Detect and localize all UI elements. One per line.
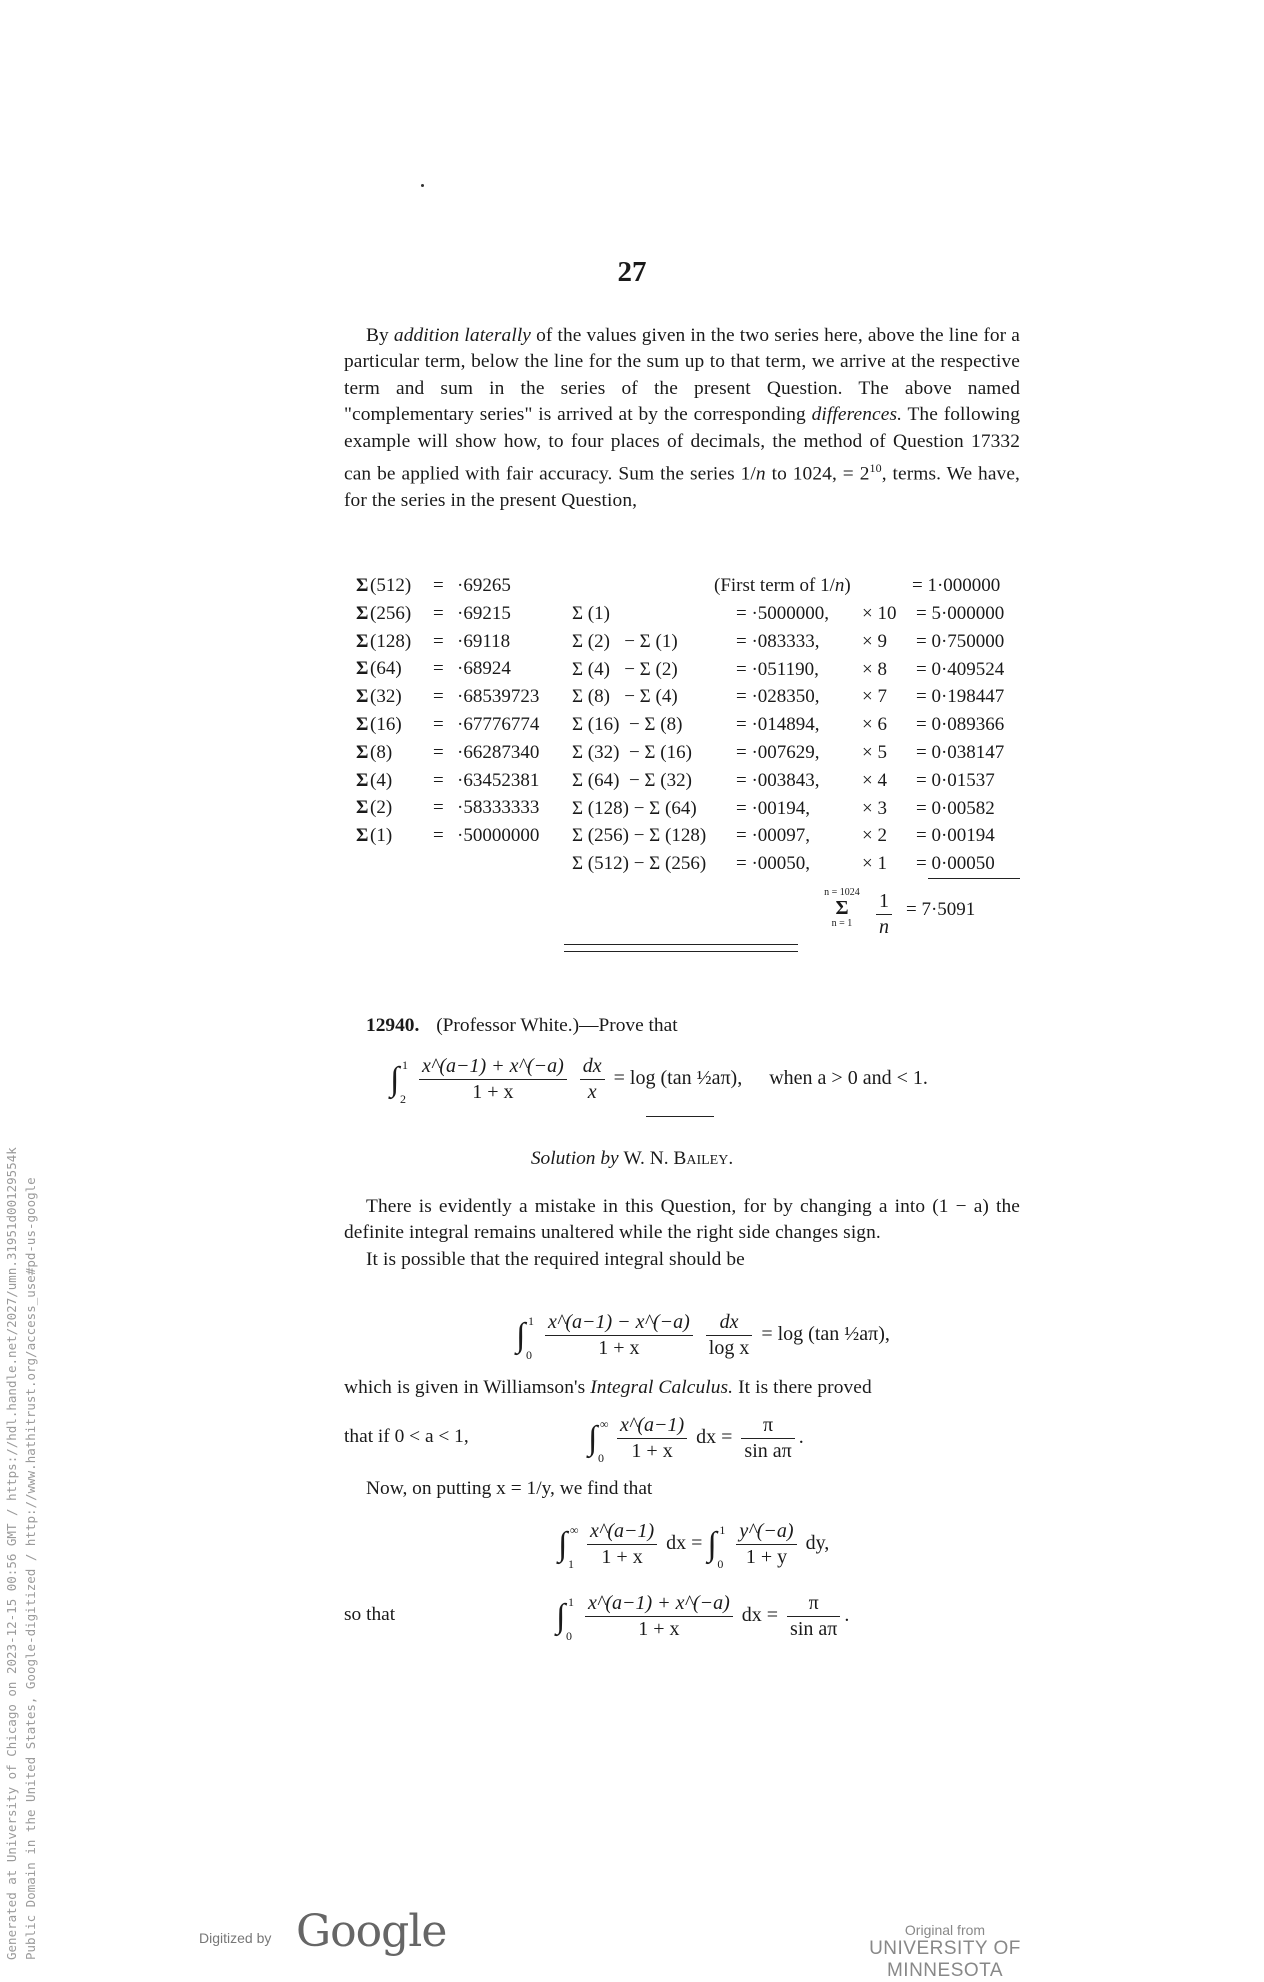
numerator: dx	[580, 1055, 605, 1080]
body-text: which is given in Williamson's	[344, 1377, 591, 1398]
eq4-lead: so that	[344, 1604, 396, 1625]
sigma-symbol: Σ	[356, 658, 369, 680]
denominator: 1 + x	[472, 1081, 514, 1103]
sigma-symbol: Σ	[356, 714, 369, 735]
sum-argument: (4)	[370, 769, 393, 791]
original-from	[810, 1922, 1080, 1982]
sigma-symbol: Σ	[356, 797, 369, 819]
difference-value: = ·003843,	[736, 769, 820, 791]
sum-value: ·63452381	[457, 769, 540, 791]
multiplier: × 3	[862, 797, 887, 819]
difference-expression: Σ (32) − Σ (16)	[572, 742, 692, 763]
difference-expression: Σ (2) − Σ (1)	[572, 630, 678, 652]
question-number: 12940.	[366, 1015, 420, 1036]
sigma-symbol: Σ	[356, 630, 369, 652]
university-name: UNIVERSITY OF MINNESOTA	[869, 1938, 1021, 1981]
denominator: 1 + x	[638, 1618, 680, 1640]
sum-value: ·58333333	[457, 797, 540, 819]
solution-paragraph	[344, 1194, 1020, 1273]
product-value: = 5·000000	[916, 603, 1005, 624]
difference-expression: Σ (128) − Σ (64)	[572, 797, 697, 819]
proposed-integral	[516, 1311, 890, 1360]
sum-value: ·69118	[457, 630, 511, 652]
dx: dx =	[666, 1532, 703, 1555]
intro-text: to 1024, = 2	[765, 463, 870, 485]
solution-text: There is evidently a mistake in this Question, for by changing a into (1 − a) the definite integral remains unaltered while the right side changes sign.	[344, 1196, 1020, 1244]
numerator: π	[741, 1414, 794, 1439]
integral-sign: ∫ 1 2	[390, 1057, 408, 1106]
sum-value: ·68924	[457, 658, 511, 680]
numerator: x^(a−1) − x^(−a)	[545, 1311, 693, 1336]
multiplier: × 2	[862, 825, 887, 847]
multiplier: × 1	[862, 853, 887, 875]
integral-sign: ∫ ∞ 0	[588, 1416, 609, 1465]
numerator: dx	[706, 1311, 753, 1336]
integral-sign: ∫ 1 0	[556, 1594, 574, 1643]
sum-fraction	[872, 890, 896, 939]
integral-sign: ∫ ∞ 1	[558, 1522, 579, 1571]
sum-argument: (256)	[370, 602, 412, 624]
sum-argument: (16)	[370, 714, 402, 735]
equals-sign: =	[433, 741, 444, 763]
divider-rule	[564, 944, 798, 945]
sum-value: ·67776774	[457, 714, 540, 735]
denominator: 1 + y	[745, 1546, 788, 1568]
multiplier: × 8	[862, 658, 887, 680]
numerator: x^(a−1) + x^(−a)	[419, 1055, 567, 1080]
denominator: 1 + x	[598, 1337, 640, 1359]
margin-note-line: Generated at University of Chicago on 2023-12-15 00:56 GMT / https://hdl.handle.net/2027/umn.31951d00129554k	[4, 1147, 19, 1960]
product-value: = 0·089366	[916, 714, 1005, 736]
first-term-value: = 1·000000	[912, 575, 1001, 596]
sigma-symbol: Σ	[356, 825, 369, 847]
product-value: = 0·198447	[916, 686, 1005, 708]
sum-argument: (2)	[370, 797, 393, 819]
eq2-lead: that if 0 < a < 1,	[344, 1426, 469, 1447]
intro-text: , terms. We have, for the series in the present Question,	[344, 463, 1020, 511]
intro-text: The following example will show how, to four places of decimals, the method of Question 17332 can be applied with fair accuracy. Sum the series 1/	[344, 404, 1020, 485]
first-term-close: )	[844, 575, 851, 596]
difference-value: = ·083333,	[736, 630, 820, 652]
equals-sign: =	[433, 825, 444, 847]
numerator: x^(a−1) + x^(−a)	[585, 1592, 733, 1617]
question-equation	[390, 1055, 928, 1104]
denominator: sin aπ	[744, 1440, 792, 1462]
sum-argument: (64)	[370, 658, 402, 680]
difference-value: = ·00097,	[736, 825, 811, 847]
page-number: 27	[617, 256, 647, 288]
difference-expression: Σ (512) − Σ (256)	[572, 853, 707, 875]
difference-expression: Σ (4) − Σ (2)	[572, 658, 678, 680]
difference-value: = ·028350,	[736, 686, 820, 708]
dy: dy,	[805, 1532, 830, 1555]
section-rule	[646, 1116, 714, 1117]
product-value: = 0·409524	[916, 658, 1005, 680]
difference-value: = ·051190,	[736, 658, 819, 680]
sum-upper-limit: n = 1024	[824, 887, 860, 898]
final-integral	[556, 1592, 849, 1641]
sum-rule	[928, 878, 1020, 879]
sum-lower-limit: n = 1	[831, 918, 853, 929]
substitution-line: Now, on putting x = 1/y, we find that	[366, 1478, 653, 1499]
integral-sign: ∫ 1 0	[707, 1522, 726, 1571]
sum-value: ·66287340	[457, 741, 540, 763]
multiplier: × 9	[862, 630, 887, 652]
intro-text: of the values given in the two series here, above the line for a particular term, below the line for the sum up to that term, we arrive at the respective term and sum in the series of the present Question. The above named "complementary series" is arrived at by the corresponding	[344, 325, 1020, 426]
denominator: sin aπ	[790, 1618, 838, 1640]
intro-paragraph	[344, 323, 1020, 514]
sum-value: ·68539723	[457, 686, 540, 708]
difference-expression: Σ (8) − Σ (4)	[572, 686, 678, 708]
intro-text: By	[366, 325, 394, 346]
sum-denominator: n	[879, 916, 889, 938]
difference-expression: Σ (64) − Σ (32)	[572, 769, 692, 791]
first-term-line	[714, 575, 851, 597]
substituted-integral	[558, 1520, 829, 1569]
integral-sign: ∫ 1 0	[516, 1313, 534, 1362]
product-value: = 0·750000	[916, 630, 1005, 652]
difference-value: = ·014894,	[736, 714, 820, 736]
intro-italic: differences.	[811, 404, 903, 426]
question-author: (Professor White.)—Prove that	[436, 1015, 678, 1036]
sum-argument: (128)	[370, 630, 412, 652]
equals-sign: =	[433, 797, 444, 819]
intro-italic: addition laterally	[393, 325, 532, 346]
numerator: y^(−a)	[736, 1520, 796, 1545]
multiplier: × 6	[862, 714, 887, 736]
denominator: 1 + x	[601, 1546, 643, 1568]
equals-sign: =	[433, 630, 444, 652]
product-value: = 0·00050	[916, 853, 995, 875]
difference-expression: Σ (16) − Σ (8)	[572, 714, 683, 736]
equation-rhs: = log (tan ½aπ),	[613, 1067, 743, 1090]
multiplier: × 7	[862, 686, 887, 708]
solver-name: W. N. Bailey.	[623, 1148, 734, 1169]
sum-value: ·69265	[457, 575, 511, 596]
first-term-label: (First term of 1/	[714, 575, 835, 596]
multiplier: × 4	[862, 769, 887, 791]
margin-note-line: Public Domain in the United States, Google-digitized / http://www.hathitrust.org/access_use#pd-us-google	[23, 1177, 38, 1960]
body-text: It is there proved	[733, 1377, 872, 1398]
question-header	[366, 1015, 678, 1037]
denominator: 1 + x	[631, 1440, 673, 1462]
difference-value: = ·007629,	[736, 742, 820, 763]
sigma-symbol: Σ	[356, 741, 369, 763]
sigma-symbol: Σ	[356, 602, 369, 624]
denominator: log x	[708, 1337, 750, 1359]
sigma-symbol: Σ	[356, 686, 369, 708]
equals-sign: =	[433, 602, 444, 624]
intro-sup: 10	[869, 461, 882, 476]
intro-italic: n	[755, 463, 766, 485]
google-logo: Google	[296, 1906, 447, 1957]
sum-argument: (1)	[370, 825, 393, 847]
equals-sign: =	[433, 575, 444, 596]
difference-value: = ·00050,	[736, 853, 811, 875]
period: .	[844, 1604, 850, 1627]
multiplier: × 5	[862, 742, 887, 763]
sigma-symbol: Σ	[835, 897, 849, 919]
book-title: Integral Calculus.	[590, 1377, 734, 1398]
equation-rhs: = log (tan ½aπ),	[761, 1323, 890, 1346]
equals-sign: =	[433, 769, 444, 791]
solution-text: It is possible that the required integral should be	[366, 1248, 745, 1270]
sum-value: = 7·5091	[906, 899, 976, 920]
difference-value: = ·00194,	[736, 797, 811, 819]
difference-expression: Σ (1)	[572, 603, 610, 624]
sigma-symbol: Σ	[356, 575, 369, 596]
numerator: x^(a−1)	[617, 1414, 687, 1439]
sum-numerator: 1	[876, 890, 892, 915]
equals-sign: =	[433, 686, 444, 708]
solution-heading	[0, 1148, 1264, 1170]
williamson-line	[344, 1375, 1020, 1401]
sigma-symbol: Σ	[356, 769, 369, 791]
dx: dx =	[696, 1426, 733, 1449]
multiplier: × 10	[862, 603, 897, 624]
difference-expression: Σ (256) − Σ (128)	[572, 825, 707, 847]
denominator: x	[587, 1081, 597, 1103]
standard-integral	[588, 1414, 804, 1463]
dx: dx =	[741, 1604, 779, 1627]
period: .	[798, 1426, 804, 1449]
solution-by: Solution by	[530, 1148, 619, 1169]
difference-value: = ·5000000,	[736, 603, 830, 624]
speck	[421, 184, 424, 187]
sum-value: ·50000000	[457, 825, 540, 847]
product-value: = 0·00194	[916, 825, 995, 847]
product-value: = 0·01537	[916, 769, 995, 791]
original-from-label: Original from	[904, 1922, 986, 1938]
numerator: π	[787, 1592, 840, 1617]
sum-argument: (8)	[370, 741, 393, 763]
equals-sign: =	[433, 714, 444, 735]
product-value: = 0·038147	[916, 742, 1005, 763]
equation-condition: when a > 0 and < 1.	[769, 1067, 928, 1090]
sum-argument: (512)	[370, 575, 412, 596]
divider-rule	[564, 951, 798, 952]
digitized-by-label: Digitized by	[199, 1930, 272, 1946]
product-value: = 0·00582	[916, 797, 995, 819]
summation	[822, 887, 862, 930]
sum-argument: (32)	[370, 686, 402, 708]
numerator: x^(a−1)	[587, 1520, 657, 1545]
equals-sign: =	[433, 658, 444, 680]
margin-note	[2, 1147, 40, 1960]
sum-value: ·69215	[457, 602, 511, 624]
first-term-italic: n	[834, 575, 845, 596]
